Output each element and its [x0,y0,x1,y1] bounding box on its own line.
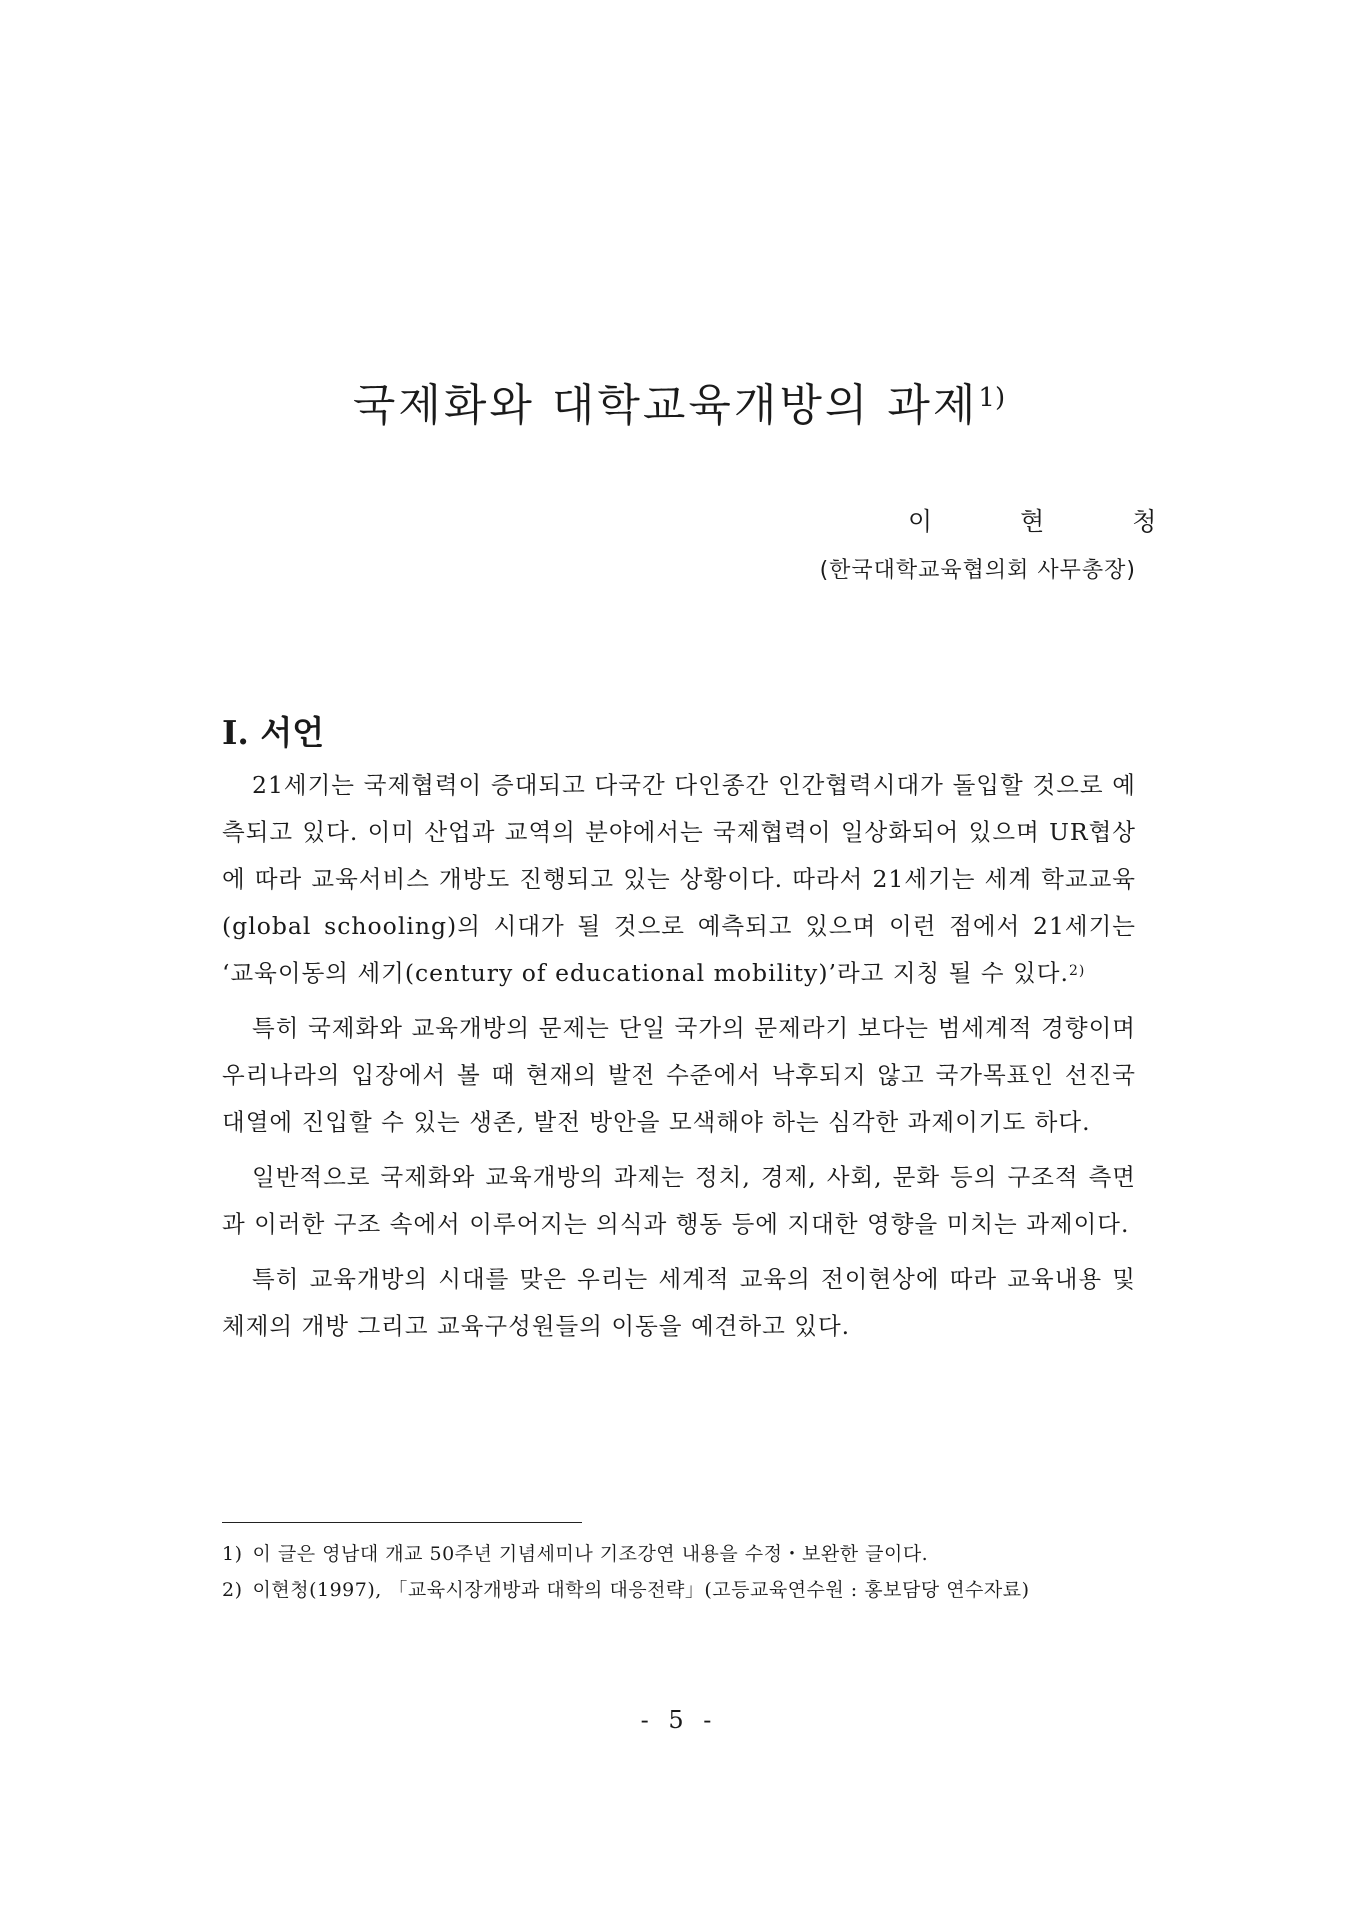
footnote-1 [222,1536,1142,1572]
footnote-divider [222,1522,582,1523]
paragraph-1-text: 21세기는 국제협력이 증대되고 다국간 다인종간 인간협력시대가 돌입할 것으로 예측되고 있다. 이미 산업과 교역의 분야에서는 국제협력이 일상화되어 있으며 UR협상에 따라 교육서비스 개방도 진행되고 있는 상황이다. 따라서 21세기는 세계 학교교육(global schooling)의 시대가 될 것으로 예측되고 있으며 이런 점에서 21세기는 ‘교육이동의 세기(century of educational mobility)’라고 지칭 될 수 있다. [222,771,1136,987]
section-heading: Ⅰ. 서언 [222,713,325,753]
paragraph-1 [222,762,1136,997]
title-footnote-ref[interactable]: 1) [978,383,1006,414]
footnote-2 [222,1572,1142,1608]
footnote-1-number: 1) [222,1543,243,1565]
paragraph-4: 특히 교육개방의 시대를 맞은 우리는 세계적 교육의 전이현상에 따라 교육내용 및 체제의 개방 그리고 교육구성원들의 이동을 예견하고 있다. [222,1265,1136,1340]
paragraph-2: 특히 국제화와 교육개방의 문제는 단일 국가의 문제라기 보다는 범세계적 경향이며 우리나라의 입장에서 볼 때 현재의 발전 수준에서 낙후되지 않고 국가목표인 선진국 대열에 진입할 수 있는 생존, 발전 방안을 모색해야 하는 심각한 과제이기도 하다. [222,1014,1136,1136]
document-title-text: 국제화와 대학교육개방의 과제 [352,380,979,432]
author-affiliation: (한국대학교육협의회 사무총장) [819,558,1136,583]
author-name: 이 현 청 [908,507,1197,536]
footnote-2-number: 2) [222,1579,243,1601]
body-text [222,762,1136,1358]
page-number: - 5 - [640,1706,718,1734]
footnote-1-text: 이 글은 영남대 개교 50주년 기념세미나 기조강연 내용을 수정・보완한 글이다. [252,1543,929,1565]
document-title [0,369,1358,433]
paragraph-3: 일반적으로 국제화와 교육개방의 과제는 정치, 경제, 사회, 문화 등의 구조적 측면과 이러한 구조 속에서 이루어지는 의식과 행동 등에 지대한 영향을 미치는 과제이다. [222,1163,1136,1238]
paragraph-1-footnote-ref[interactable]: 2) [1068,963,1086,979]
footnotes [222,1536,1142,1608]
footnote-2-text: 이현청(1997), 「교육시장개방과 대학의 대응전략」(고등교육연수원 : 홍보담당 연수자료) [252,1579,1030,1601]
